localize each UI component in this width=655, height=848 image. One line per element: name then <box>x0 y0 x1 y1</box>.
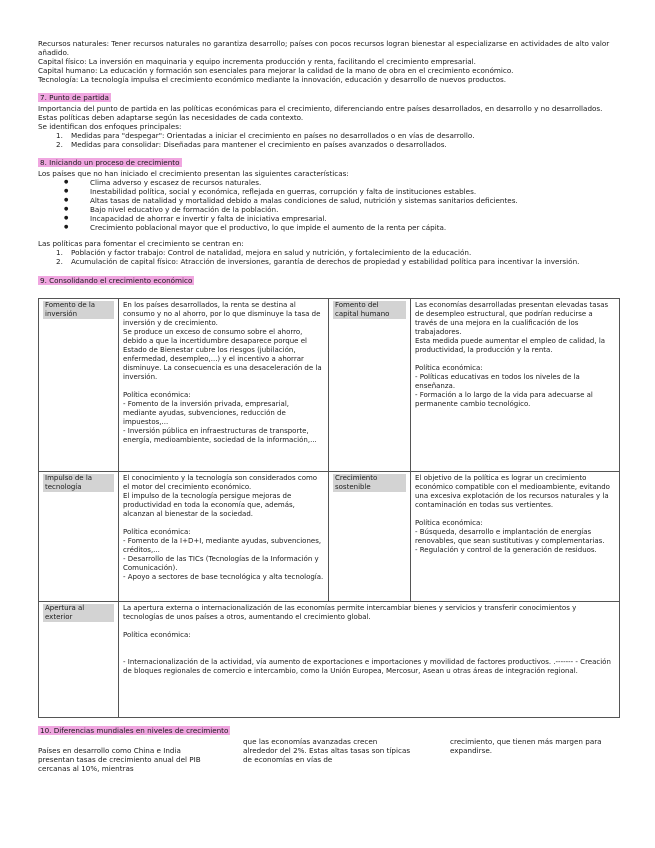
table-row <box>39 472 620 602</box>
section-8-bullets <box>38 178 618 232</box>
table-cell-content: La apertura externa o internacionalización de las economías permite intercambiar bienes y servicios y transferir conocimientos y tecnologías de unos países a otros, aumentando el crecimiento global. Política económica: - Internacionalización de la actividad, vía aumento de exportaciones e importaciones y movilidad de factores productivos. .------- - Creación de bloques regionales de comercio e intercambio, como la Unión Europea, Mercosur, Asean u otras áreas de integración regional. <box>119 602 620 718</box>
section-7-heading: 7. Punto de partida <box>40 93 109 102</box>
table-cell-label: Crecimiento sostenible <box>329 472 411 602</box>
section-8-list <box>38 248 618 266</box>
table-cell-content: Las economías desarrolladas presentan elevadas tasas de desempleo estructural, que podrían reducirse a través de una mejora en la cualificación de los trabajadores. Esta medida puede aumentar el empleo de calidad, la productividad, la producción y la renta. Política económica: - Políticas educativas en todos los niveles de la enseñanza. - Formación a lo largo de la vida para adecuarse al permanente cambio tecnológico. <box>411 299 620 472</box>
intro-capital-humano: Capital humano: La educación y formación son esenciales para mejorar la calidad de la mano de obra en el crecimiento económico. <box>38 66 514 75</box>
table-cell-label: Impulso de la tecnología <box>39 472 119 602</box>
bullet-item: ● Clima adverso y escasez de recursos naturales. <box>38 178 618 187</box>
section-7-lead: Se identifican dos enfoques principales: <box>38 122 182 131</box>
intro-recursos: Recursos naturales: Tener recursos naturales no garantiza desarrollo; países con pocos recursos logran bienestar al especializarse en actividades de alto valor añadido. <box>38 39 610 57</box>
bullet-item: ● Altas tasas de natalidad y mortalidad debido a malas condiciones de salud, nutrición y sistemas sanitarios deficientes. <box>38 196 618 205</box>
section-10 <box>38 726 618 786</box>
list-item: 1. Medidas para "despegar": Orientadas a iniciar el crecimiento en países no desarrollados o en vías de desarrollo. <box>56 131 475 140</box>
bullet-item: ● Crecimiento poblacional mayor que el productivo, lo que impide el aumento de la renta per cápita. <box>38 223 618 232</box>
section-8-heading: 8. Iniciando un proceso de crecimiento <box>40 158 180 167</box>
intro-tecnologia: Tecnología: La tecnología impulsa el crecimiento económico mediante la innovación, educación y desarrollo de nuevos productos. <box>38 75 507 84</box>
table-cell-content: El objetivo de la política es lograr un crecimiento económico compatible con el medioambiente, evitando una excesiva explotación de los recursos naturales y la contaminación en todas sus vertientes. Política económica: - Búsqueda, desarrollo e implantación de energías renovables, que sean sustitutivas y complementarias. - Regulación y control de la generación de residuos. <box>411 472 620 602</box>
section-8 <box>38 158 618 266</box>
section-7 <box>38 93 618 149</box>
section-8-lead: Los países que no han iniciado el crecimiento presentan las siguientes características: <box>38 169 349 178</box>
bullet-item: ● Bajo nivel educativo y de formación de la población. <box>38 205 618 214</box>
intro-block <box>38 39 618 84</box>
table-row <box>39 299 620 472</box>
section-10-col-2: que las economías avanzadas crecen alrededor del 2%. Estas altas tasas son típicas de economías en vías de <box>243 737 411 764</box>
section-10-col-3: crecimiento, que tienen más margen para expandirse. <box>450 737 602 755</box>
list-item: 2. Acumulación de capital físico: Atracción de inversiones, garantía de derechos de propiedad y estabilidad política para incentivar la inversión. <box>56 257 580 266</box>
document-page <box>38 39 618 786</box>
section-9 <box>38 276 618 718</box>
table-cell-content: El conocimiento y la tecnología son considerados como el motor del crecimiento económico. El impulso de la tecnología persigue mejoras de productividad en toda la economía que, además, alcanzan al bienestar de la sociedad. Política económica: - Fomento de la I+D+I, mediante ayudas, subvenciones, créditos,... - Desarrollo de las TICs (Tecnologías de la Información y Comunicación). - Apoyo a sectores de base tecnológica y alta tecnología. <box>119 472 329 602</box>
section-10-heading: 10. Diferencias mundiales en niveles de crecimiento <box>40 726 229 735</box>
section-10-col-1: Países en desarrollo como China e India presentan tasas de crecimiento anual del PIB cercanas al 10%, mientras <box>38 746 201 773</box>
bullet-item: ● Incapacidad de ahorrar e invertir y falta de iniciativa empresarial. <box>38 214 618 223</box>
list-item: 2. Medidas para consolidar: Diseñadas para mantener el crecimiento en países avanzados o desarrollados. <box>56 140 447 149</box>
table-cell-label: Apertura al exterior <box>39 602 119 718</box>
table-cell-label: Fomento de la inversión <box>39 299 119 472</box>
table-cell-content: En los países desarrollados, la renta se destina al consumo y no al ahorro, por lo que disminuye la tasa de inversión y de crecimiento. Se produce un exceso de consumo sobre el ahorro, debido a que la incertidumbre desaparece porque el Estado de Bienestar cubre los riesgos (jubilación, enfermedad, desempleo,...) y el incentivo a ahorrar disminuye. La consecuencia es una desaceleración de la inversión. Política económica: - Fomento de la inversión privada, empresarial, mediante ayudas, subvenciones, reducción de impuestos,... - Inversión pública en infraestructuras de transporte, energía, medioambiente, sociedad de la información,... <box>119 299 329 472</box>
section-8-lead-2: Las políticas para fomentar el crecimiento se centran en: <box>38 239 244 248</box>
bullet-item: ● Inestabilidad política, social y económica, reflejada en guerras, corrupción y falta de instituciones estables. <box>38 187 618 196</box>
section-7-paragraph: Importancia del punto de partida en las políticas económicas para el crecimiento, diferenciando entre países desarrollados, en desarrollo y no desarrollados. Estas políticas deben adaptarse según las necesidades de cada contexto. <box>38 104 603 122</box>
intro-capital-fisico: Capital físico: La inversión en maquinaria y equipo incrementa producción y renta, facilitando el crecimiento empresarial. <box>38 57 476 66</box>
list-item: 1. Población y factor trabajo: Control de natalidad, mejora en salud y nutrición, y fortalecimiento de la educación. <box>56 248 472 257</box>
section-9-heading: 9. Consolidando el crecimiento económico <box>40 276 193 285</box>
section-7-list <box>38 131 618 149</box>
table-cell-label: Fomento del capital humano <box>329 299 411 472</box>
policy-table <box>38 298 620 718</box>
table-row <box>39 602 620 718</box>
